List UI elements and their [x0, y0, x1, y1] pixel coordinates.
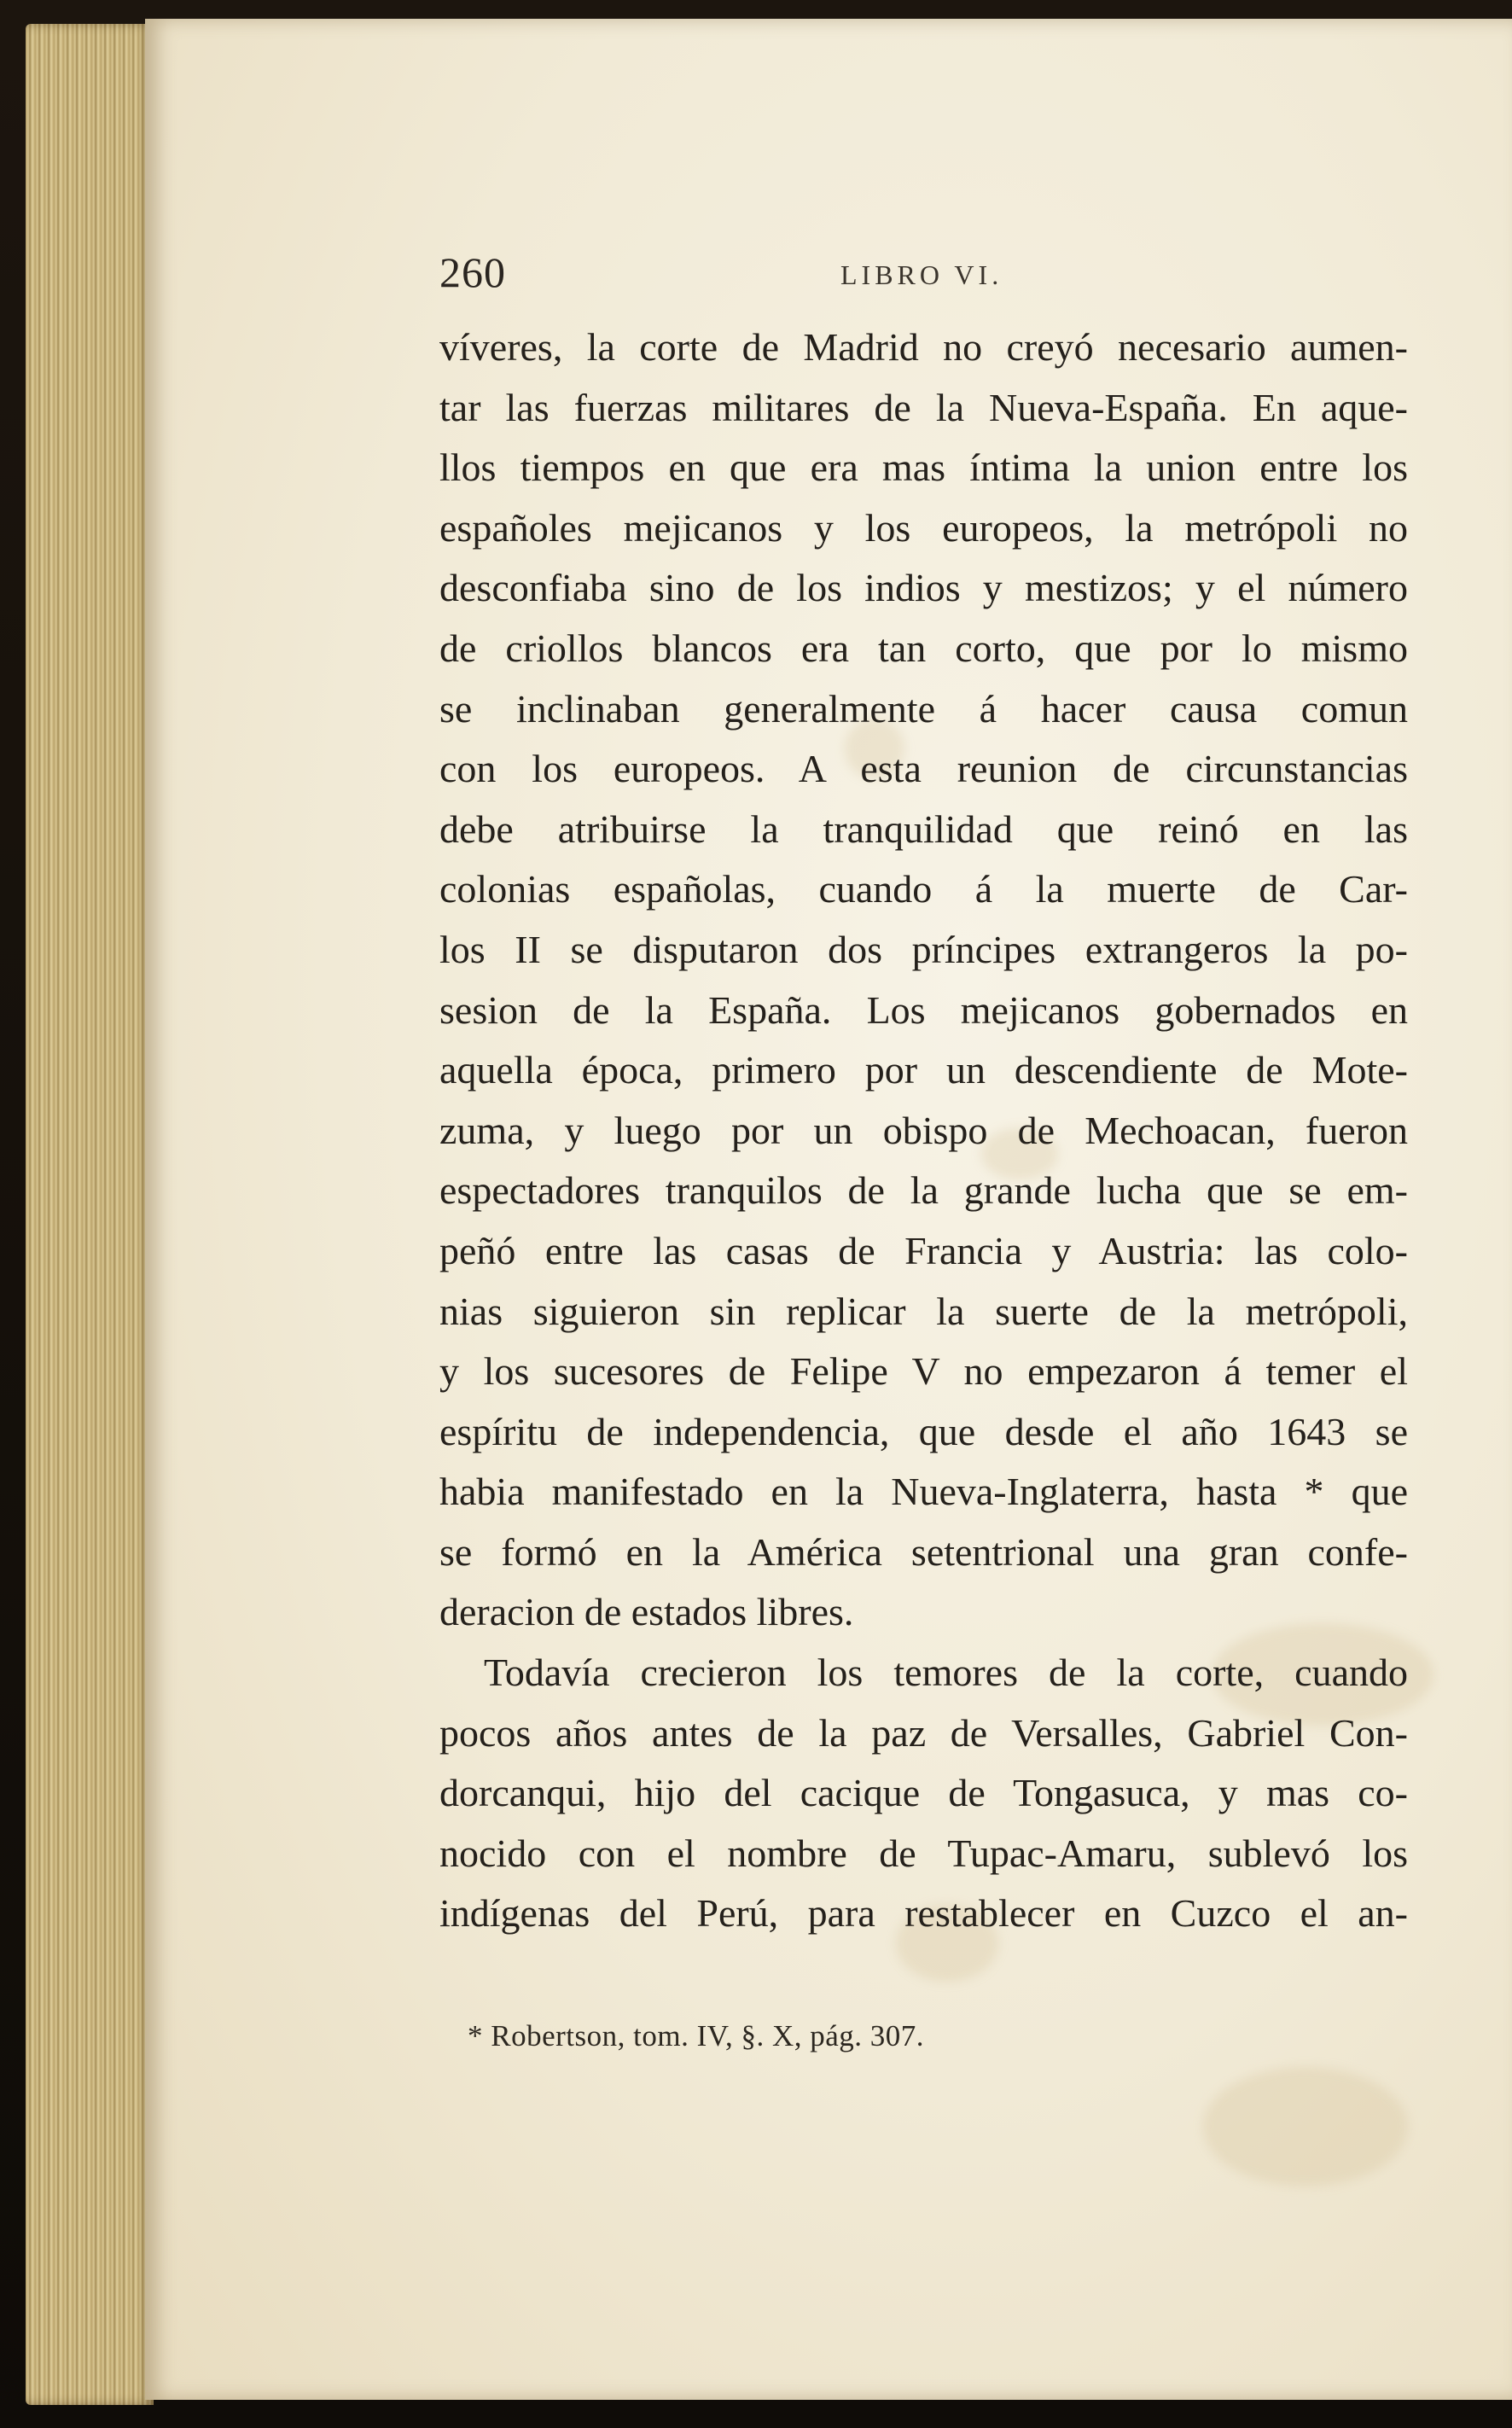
text-line: se formó en la América setentrional una gran confe- — [439, 1529, 1408, 1574]
running-head: LIBRO VI. — [840, 259, 1003, 290]
text-line: deracion de estados libres. — [439, 1590, 854, 1634]
text-line: espectadores tranquilos de la grande lucha que se em- — [439, 1168, 1408, 1213]
text-line: y los sucesores de Felipe V no empezaron á temer el — [439, 1349, 1408, 1394]
page-header — [439, 247, 1404, 316]
text-line: los II se disputaron dos príncipes extrangeros la po- — [439, 927, 1408, 971]
text-line: Todavía crecieron los temores de la corte, cuando — [484, 1651, 1408, 1695]
text-line: se inclinaban generalmente á hacer causa comun — [439, 686, 1408, 731]
text-line: de criollos blancos era tan corto, que por lo mismo — [439, 626, 1408, 670]
text-line: espíritu de independencia, que desde el año 1643 se — [439, 1409, 1408, 1453]
text-line: llos tiempos en que era mas íntima la union entre los — [439, 445, 1408, 490]
text-line: zuma, y luego por un obispo de Mechoacan, fueron — [439, 1108, 1408, 1152]
text-line: debe atribuirse la tranquilidad que reinó en las — [439, 806, 1408, 851]
text-line: con los europeos. A esta reunion de circunstancias — [439, 747, 1408, 791]
page-edges — [26, 24, 154, 2405]
text-line: aquella época, primero por un descendiente de Mote- — [439, 1048, 1408, 1092]
page-number: 260 — [439, 248, 506, 296]
foxing-stain — [1203, 2067, 1408, 2186]
footnote: * Robertson, tom. IV, §. X, pág. 307. — [468, 2019, 925, 2052]
text-line: colonias españolas, cuando á la muerte de Car- — [439, 867, 1408, 911]
text-line: tar las fuerzas militares de la Nueva-España. En aque- — [439, 385, 1408, 429]
text-line: indígenas del Perú, para restablecer en Cuzco el an- — [439, 1891, 1408, 1936]
text-line: pocos años antes de la paz de Versalles, Gabriel Con- — [439, 1710, 1408, 1755]
text-line: desconfiaba sino de los indios y mestizos; y el número — [439, 566, 1408, 610]
paragraph — [439, 1643, 1408, 1944]
text-line: dorcanqui, hijo del cacique de Tongasuca, y mas co- — [439, 1771, 1408, 1815]
text-line: víveres, la corte de Madrid no creyó necesario aumen- — [439, 325, 1408, 369]
paragraph — [439, 317, 1408, 1643]
text-line: peñó entre las casas de Francia y Austria: las colo- — [439, 1228, 1408, 1272]
text-line: habia manifestado en la Nueva-Inglaterra, hasta * que — [439, 1470, 1408, 1514]
text-line: nias siguieron sin replicar la suerte de la metrópoli, — [439, 1289, 1408, 1333]
body-text — [439, 317, 1408, 1944]
text-line: sesion de la España. Los mejicanos gobernados en — [439, 987, 1408, 1032]
text-line: nocido con el nombre de Tupac-Amaru, sublevó los — [439, 1831, 1408, 1875]
text-line: españoles mejicanos y los europeos, la metrópoli no — [439, 505, 1408, 550]
